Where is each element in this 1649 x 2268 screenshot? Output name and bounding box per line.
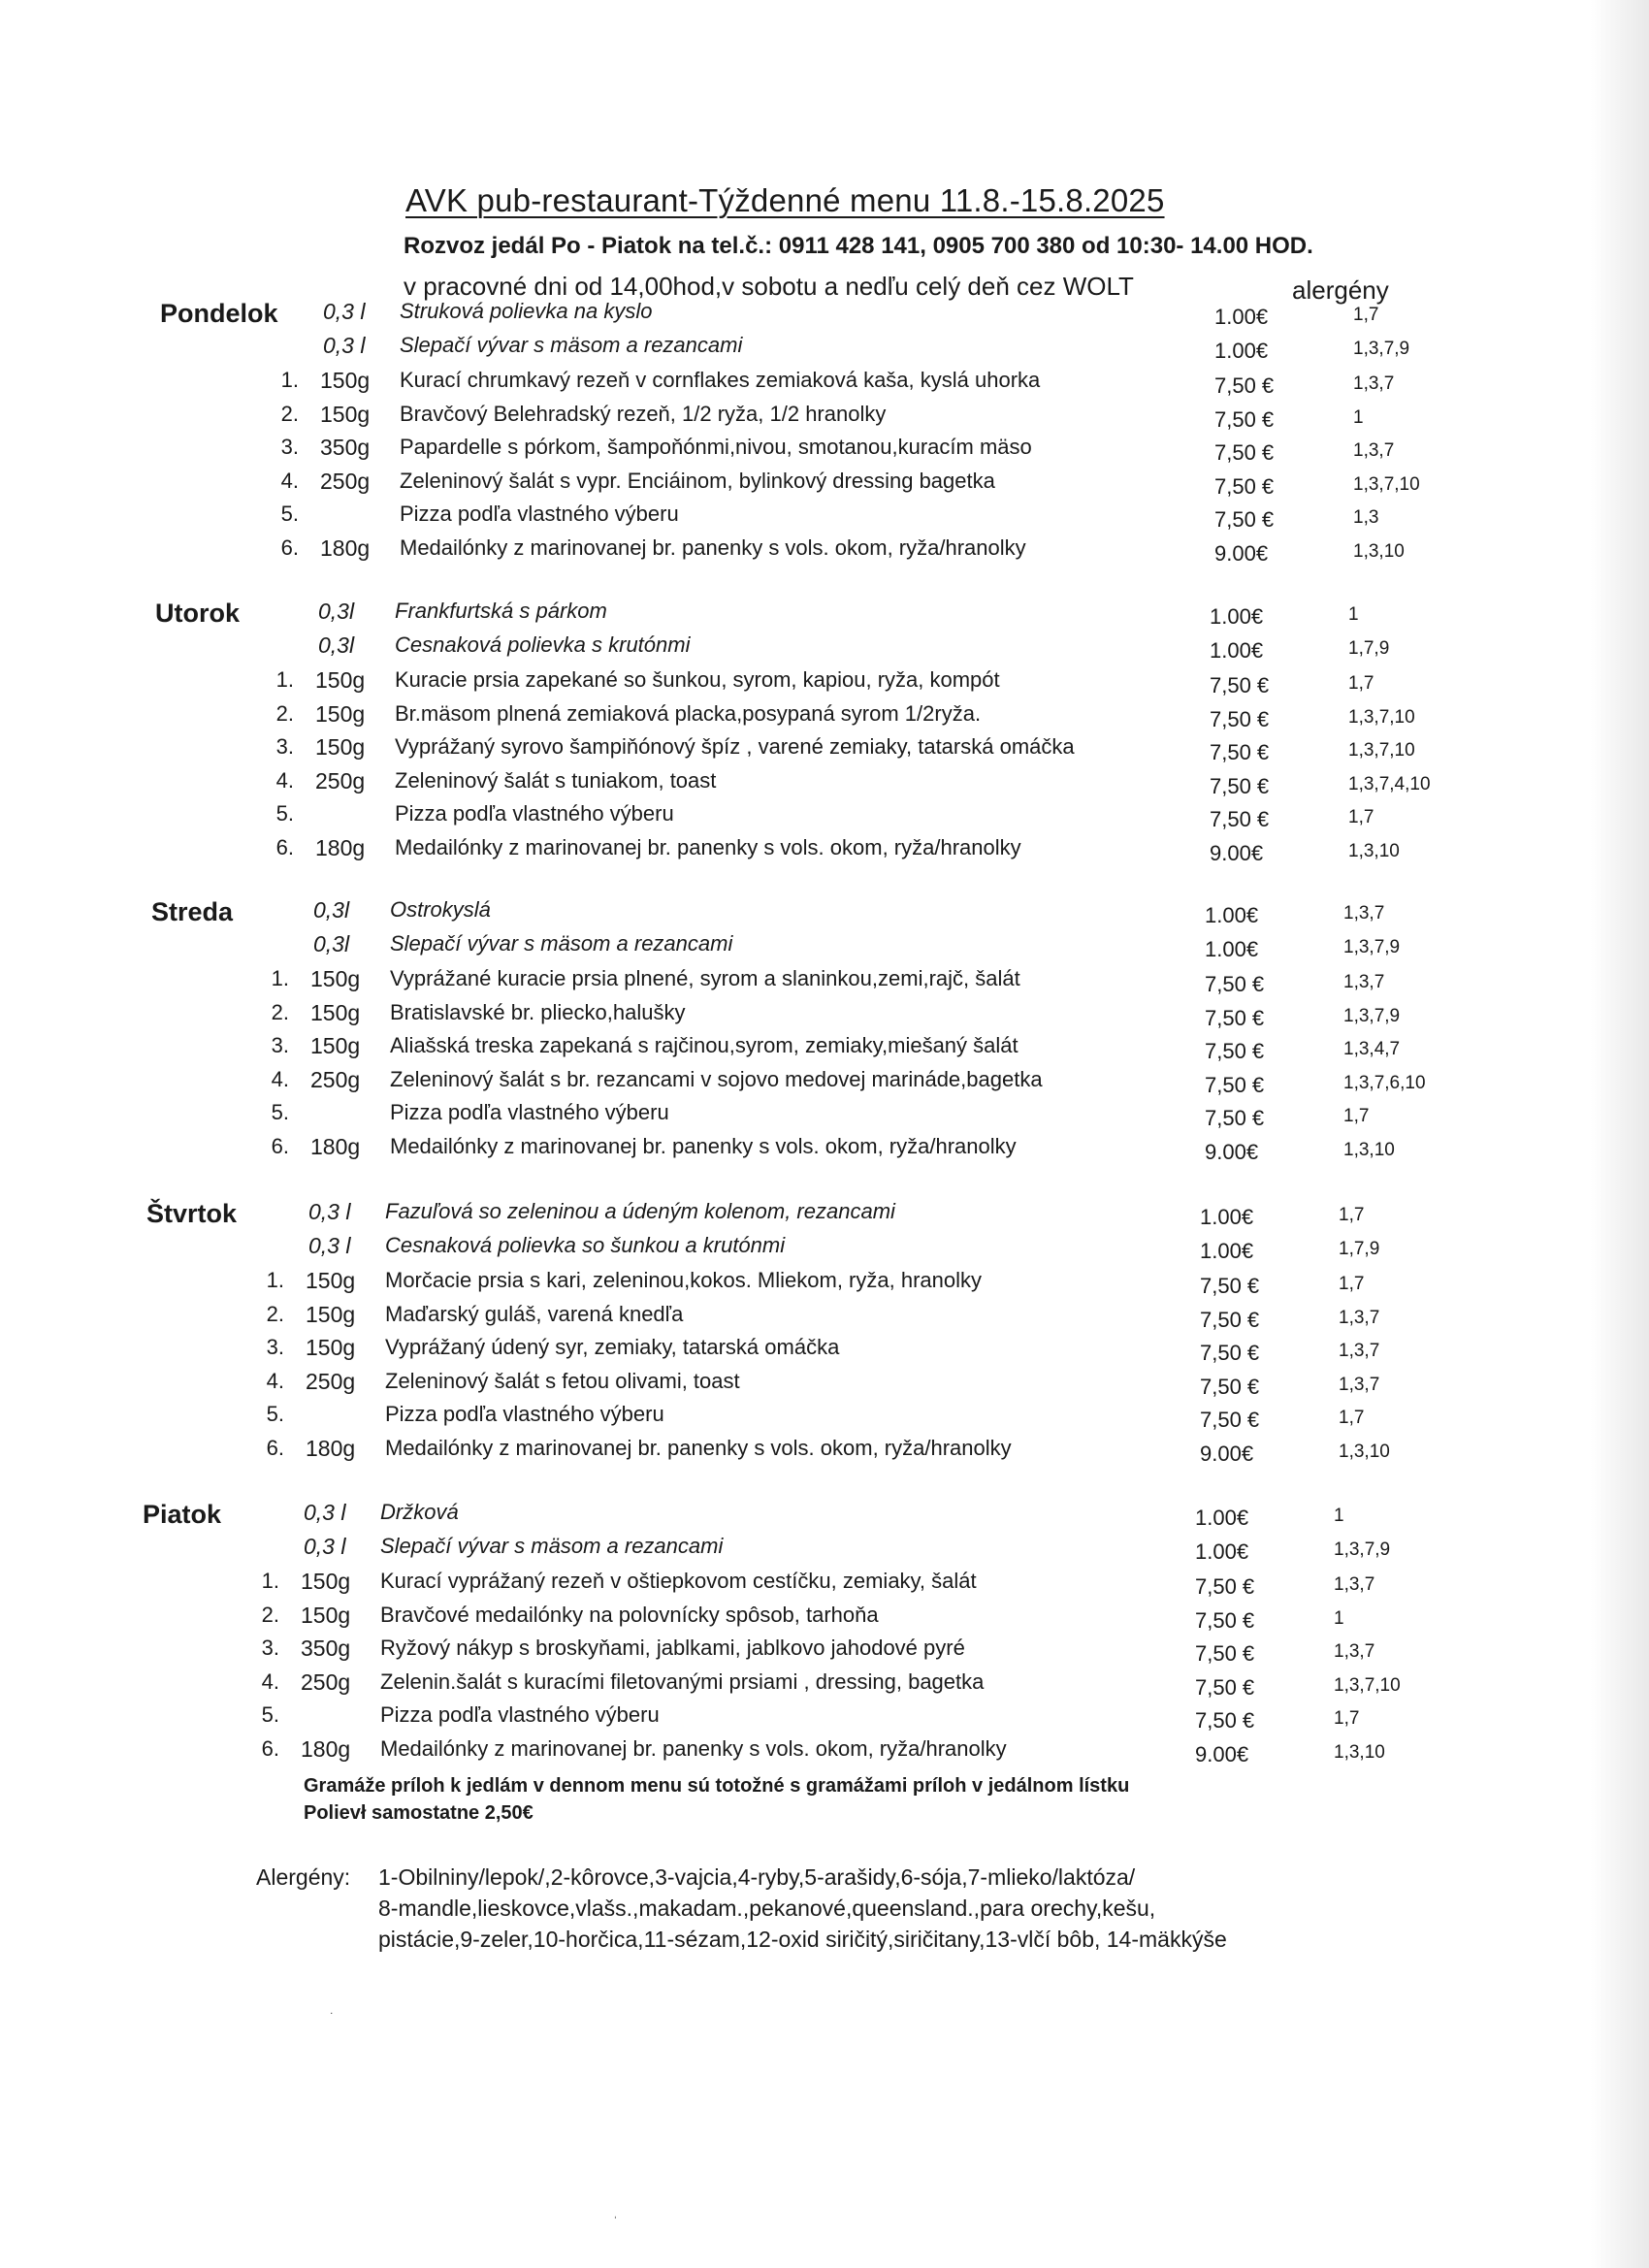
portion: 180g [315,834,366,860]
portion: 180g [310,1133,361,1159]
item-number: 2. [280,401,299,426]
allergen-codes: 1,3,7 [1353,440,1395,461]
portion: 150g [310,999,361,1025]
portion: 150g [315,700,366,727]
price: 9.00€ [1195,1741,1249,1766]
item-number: 5. [280,502,299,526]
allergen-codes: 1,3,10 [1353,540,1405,562]
portion: 0,3 l [308,1199,351,1224]
meal-row [0,1369,1455,1402]
allergens-column-heading: alergény [1292,275,1389,305]
soup-row [0,1199,1455,1232]
dish-name: Medailónky z marinovanej br. panenky s vols. okom, ryža/hranolky [385,1435,1012,1460]
portion: 0,3 l [323,332,366,358]
portion: 250g [315,767,366,794]
price: 1.00€ [1210,637,1264,663]
portion: 150g [310,1033,361,1058]
dish-name: Ostrokyslá [390,897,491,922]
allergen-codes: 1,7 [1343,1106,1370,1126]
item-number: 6. [261,1735,279,1761]
allergen-codes: 1,3,7 [1353,373,1395,394]
price: 1.00€ [1200,1238,1254,1263]
portion: 0,3l [313,930,350,956]
price: 7,50 € [1205,1039,1265,1063]
price: 7,50 € [1214,373,1275,398]
allergen-codes: 1,3,7 [1334,1641,1375,1662]
dish-name: Aliašská treska zapekaná s rajčinou,syrom, zemiaky,miešaný šalát [390,1033,1018,1057]
day-label: Štvrtok [146,1199,238,1228]
allergen-codes: 1,3,7,6,10 [1343,1072,1426,1093]
allergen-codes: 1,3,10 [1343,1139,1395,1160]
price: 7,50 € [1195,1641,1255,1666]
dish-name: Medailónky z marinovanej br. panenky s vols. okom, ryža/hranolky [390,1133,1017,1158]
portion: 250g [306,1368,356,1394]
portion: 150g [320,368,371,393]
day-label: Streda [151,897,234,926]
item-number: 1. [266,1268,284,1292]
allergen-codes: 1,3,7,10 [1353,473,1420,495]
dish-name: Pizza podľa vlastného výberu [400,502,679,526]
item-number: 6. [271,1133,289,1158]
meal-row [0,1268,1455,1301]
price: 7,50 € [1210,807,1270,831]
allergen-codes: 1,3,7,9 [1353,338,1410,359]
allergen-codes: 1,3,7,10 [1348,740,1415,761]
item-number: 4. [261,1669,279,1694]
price: 7,50 € [1205,972,1265,996]
allergen-codes: 1,7 [1339,1205,1365,1225]
meal-row [0,1603,1455,1636]
price: 9.00€ [1210,840,1264,865]
soup-row [0,599,1455,632]
item-number: 1. [271,966,289,990]
portion: 150g [306,1301,356,1327]
meal-row [0,435,1455,468]
allergen-codes: 1 [1353,406,1364,428]
price: 7,50 € [1200,1408,1260,1432]
item-number: 1. [280,368,299,392]
portion: 250g [301,1669,351,1695]
item-number: 5. [266,1402,284,1426]
wolt-info: v pracovné dni od 14,00hod,v sobotu a nedľu celý deň cez WOLT [404,272,1134,301]
price: 1.00€ [1214,338,1269,363]
price: 7,50 € [1210,706,1270,731]
dish-name: Držková [380,1500,459,1524]
price: 7,50 € [1210,773,1270,798]
item-number: 3. [280,435,299,459]
allergen-codes: 1 [1348,604,1359,625]
allergen-codes: 1,3,7 [1339,1307,1380,1328]
meal-row [0,801,1455,834]
meal-row [0,1335,1455,1368]
dish-name: Slepačí vývar s mäsom a rezancami [390,930,733,956]
dish-name: Kurací chrumkavý rezeň v cornflakes zemiaková kaša, kyslá uhorka [400,368,1041,392]
meal-row [0,1067,1455,1100]
dish-name: Maďarský guláš, varená knedľa [385,1301,684,1326]
delivery-info: Rozvoz jedál Po - Piatok na tel.č.: 0911 428 141, 0905 700 380 od 10:30- 14.00 HOD. [404,233,1313,259]
dish-name: Kurací vyprážaný rezeň v oštiepkovom cestíčku, zemiaky, šalát [380,1569,977,1593]
dish-name: Cesnaková polievka so šunkou a krutónmi [385,1232,786,1257]
allergen-codes: 1,3,7,10 [1348,706,1415,728]
scan-speck: ˙ [330,2010,335,2025]
price: 7,50 € [1200,1374,1260,1399]
allergen-codes: 1,7,9 [1348,637,1390,659]
allergen-codes: 1,3,7,4,10 [1348,773,1431,794]
portion: 350g [301,1636,351,1661]
price: 7,50 € [1214,406,1275,432]
soup-row [0,897,1455,930]
meal-row [0,1402,1455,1435]
portion: 180g [306,1435,356,1461]
meal-row [0,535,1455,568]
item-number: 5. [261,1702,279,1727]
meal-row [0,1134,1455,1167]
meal-row [0,835,1455,868]
portion: 0,3l [313,897,350,923]
allergen-codes: 1,3,10 [1339,1441,1390,1462]
dish-name: Morčacie prsia s kari, zeleninou,kokos. Mliekom, ryža, hranolky [385,1268,983,1292]
price: 7,50 € [1195,1574,1255,1599]
item-number: 6. [275,834,294,859]
item-number: 2. [271,999,289,1024]
portion: 150g [315,734,366,760]
portion: 350g [320,435,371,460]
item-number: 6. [266,1435,284,1460]
price: 7,50 € [1205,1072,1265,1097]
item-number: 5. [271,1100,289,1124]
allergen-codes: 1,3,7 [1339,1374,1380,1395]
meal-row [0,966,1455,999]
price: 1.00€ [1200,1205,1254,1229]
meal-row [0,1100,1455,1133]
dish-name: Bravčový Belehradský rezeň, 1/2 ryža, 1/2 hranolky [400,401,887,426]
soup-row [0,931,1455,964]
allergen-codes: 1,3,7 [1343,972,1385,992]
allergen-codes: 1,7 [1334,1708,1360,1729]
price: 1.00€ [1214,305,1269,329]
price: 1.00€ [1195,1506,1249,1530]
item-number: 2. [261,1602,279,1627]
dish-name: Vyprážaný údený syr, zemiaky, tatarská omáčka [385,1335,840,1359]
portion: 150g [306,1335,356,1360]
item-number: 4. [271,1066,289,1091]
dish-name: Slepačí vývar s mäsom a rezancami [380,1533,724,1558]
allergen-codes: 1,7,9 [1339,1238,1380,1259]
soup-price-note: Polievł samostatne 2,50€ [304,1802,534,1824]
allergen-codes: 1,3,10 [1334,1741,1385,1763]
allergen-codes: 1,3,7,9 [1343,1005,1401,1026]
allergen-codes: 1,7 [1353,305,1379,325]
allergen-codes: 1,3,7,9 [1343,936,1401,957]
scan-speck: ˈ [613,2214,618,2229]
scan-edge [1591,0,1649,2268]
allergen-codes: 1,7 [1348,673,1374,694]
price: 1.00€ [1205,936,1259,961]
allergen-codes: 1 [1334,1506,1344,1526]
allergen-codes: 1 [1334,1607,1344,1629]
dish-name: Zeleninový šalát s vypr. Enciáinom, bylinkový dressing bagetka [400,468,995,493]
meal-row [0,1736,1455,1769]
meal-row [0,368,1455,401]
portion: 0,3l [318,632,355,658]
soup-row [0,299,1455,332]
dish-name: Kuracie prsia zapekané so šunkou, syrom, kapiou, ryža, kompót [395,667,1000,692]
meal-row [0,1436,1455,1469]
price: 7,50 € [1214,507,1275,532]
price: 7,50 € [1214,473,1275,499]
soup-row [0,333,1455,366]
price: 7,50 € [1205,1106,1265,1130]
dish-name: Slepačí vývar s mäsom a rezancami [400,332,743,357]
item-number: 3. [271,1033,289,1057]
price: 7,50 € [1205,1005,1265,1030]
item-number: 6. [280,535,299,560]
portion: 0,3l [318,599,355,624]
allergen-codes: 1,3,7 [1339,1341,1380,1361]
dish-name: Cesnaková polievka s krutónmi [395,632,691,657]
item-number: 5. [275,801,294,826]
meal-row [0,1302,1455,1335]
dish-name: Fazuľová so zeleninou a údeným kolenom, rezancami [385,1199,895,1223]
item-number: 2. [275,700,294,726]
dish-name: Pizza podľa vlastného výberu [395,801,674,826]
meal-row [0,768,1455,801]
day-label: Piatok [143,1500,222,1529]
price: 7,50 € [1200,1341,1260,1365]
price: 1.00€ [1210,604,1264,629]
day-label: Pondelok [160,299,278,328]
meal-row [0,1702,1455,1735]
portion: 150g [320,401,371,427]
meal-row [0,667,1455,700]
allergen-codes: 1,3,7,9 [1334,1539,1391,1560]
price: 7,50 € [1200,1307,1260,1332]
dish-name: Zeleninový šalát s tuniakom, toast [395,767,717,793]
menu-title: AVK pub-restaurant-Týždenné menu 11.8.-15.8.2025 [405,182,1165,218]
dish-name: Br.mäsom plnená zemiaková placka,posypaná syrom 1/2ryža. [395,700,982,726]
day-label: Utorok [155,599,240,628]
meal-row [0,1669,1455,1702]
dish-name: Ryžový nákyp s broskyňami, jablkami, jablkovo jahodové pyré [380,1636,965,1660]
allergen-codes: 1,7 [1348,807,1374,827]
allergen-codes: 1,3 [1353,507,1379,528]
meal-row [0,701,1455,734]
allergen-legend-line: 8-mandle,lieskovce,vlašs.,makadam.,pekanové,queensland.,para orechy,kešu, [378,1895,1156,1921]
allergen-codes: 1,3,7 [1343,903,1385,923]
allergen-codes: 1,7 [1339,1408,1365,1428]
allergen-codes: 1,3,4,7 [1343,1039,1401,1059]
dish-name: Zeleninový šalát s fetou olivami, toast [385,1368,740,1393]
portion: 250g [310,1066,361,1092]
soup-row [0,1233,1455,1266]
price: 7,50 € [1200,1274,1260,1298]
allergen-legend-label: Alergény: [256,1864,351,1890]
meal-row [0,402,1455,435]
dish-name: Zeleninový šalát s br. rezancami v sojovo medovej marináde,bagetka [390,1066,1043,1091]
meal-row [0,734,1455,767]
soup-row [0,632,1455,665]
portion: 150g [301,1602,351,1628]
dish-name: Frankfurtská s párkom [395,599,607,623]
meal-row [0,1000,1455,1033]
dish-name: Zelenin.šalát s kuracími filetovanými prsiami , dressing, bagetka [380,1669,985,1694]
price: 7,50 € [1214,440,1275,465]
price: 7,50 € [1195,1607,1255,1633]
portion: 250g [320,468,371,494]
portion: 150g [310,966,361,991]
price: 1.00€ [1205,903,1259,927]
item-number: 4. [266,1368,284,1393]
price: 1.00€ [1195,1539,1249,1564]
dish-name: Medailónky z marinovanej br. panenky s vols. okom, ryža/hranolky [380,1735,1007,1761]
portion: 0,3 l [323,299,366,324]
dish-name: Struková polievka na kyslo [400,299,653,323]
price: 9.00€ [1214,540,1269,566]
allergen-codes: 1,3,7 [1334,1574,1375,1595]
price: 7,50 € [1210,673,1270,697]
allergen-legend-line: pistácie,9-zeler,10-horčica,11-sézam,12-oxid siričitý,siričitany,13-vlčí bôb, 14-mäkkýše [378,1927,1227,1952]
portion: 150g [315,667,366,693]
portion: 180g [301,1735,351,1762]
allergen-codes: 1,3,7,10 [1334,1674,1401,1696]
item-number: 3. [261,1636,279,1660]
soup-row [0,1534,1455,1567]
price: 9.00€ [1205,1139,1259,1164]
portion-note: Gramáže príloh k jedlám v dennom menu sú totožné s gramážami príloh v jedálnom lístku [304,1775,1130,1797]
portion: 0,3 l [304,1500,346,1525]
portion: 0,3 l [304,1533,346,1559]
allergen-legend-line: 1-Obilniny/lepok/,2-kôrovce,3-vajcia,4-ryby,5-arašidy,6-sója,7-mlieko/laktóza/ [378,1864,1136,1890]
dish-name: Bravčové medailónky na polovnícky spôsob, tarhoňa [380,1602,879,1627]
meal-row [0,1569,1455,1602]
portion: 180g [320,535,371,561]
dish-name: Bratislavské br. pliecko,halušky [390,999,686,1024]
allergen-codes: 1,7 [1339,1274,1365,1294]
soup-row [0,1500,1455,1533]
price: 7,50 € [1195,1674,1255,1700]
dish-name: Vyprážaný syrovo šampiňónový špíz , varené zemiaky, tatarská omáčka [395,734,1075,759]
item-number: 1. [275,667,294,692]
item-number: 3. [275,734,294,759]
dish-name: Papardelle s pórkom, šampoňónmi,nivou, smotanou,kuracím mäso [400,435,1032,459]
meal-row [0,469,1455,502]
meal-row [0,1636,1455,1669]
item-number: 2. [266,1301,284,1326]
dish-name: Pizza podľa vlastného výberu [385,1402,664,1426]
portion: 0,3 l [308,1232,351,1258]
dish-name: Medailónky z marinovanej br. panenky s vols. okom, ryža/hranolky [395,834,1021,859]
portion: 150g [306,1268,356,1293]
dish-name: Pizza podľa vlastného výberu [380,1702,660,1727]
dish-name: Vyprážané kuracie prsia plnené, syrom a slaninkou,zemi,rajč, šalát [390,966,1020,990]
portion: 150g [301,1569,351,1594]
meal-row [0,502,1455,535]
item-number: 1. [261,1569,279,1593]
dish-name: Pizza podľa vlastného výberu [390,1100,669,1124]
allergen-codes: 1,3,10 [1348,840,1400,861]
dish-name: Medailónky z marinovanej br. panenky s vols. okom, ryža/hranolky [400,535,1026,560]
item-number: 3. [266,1335,284,1359]
price: 7,50 € [1210,740,1270,764]
price: 9.00€ [1200,1441,1254,1466]
item-number: 4. [280,468,299,493]
price: 7,50 € [1195,1708,1255,1733]
item-number: 4. [275,767,294,793]
meal-row [0,1033,1455,1066]
